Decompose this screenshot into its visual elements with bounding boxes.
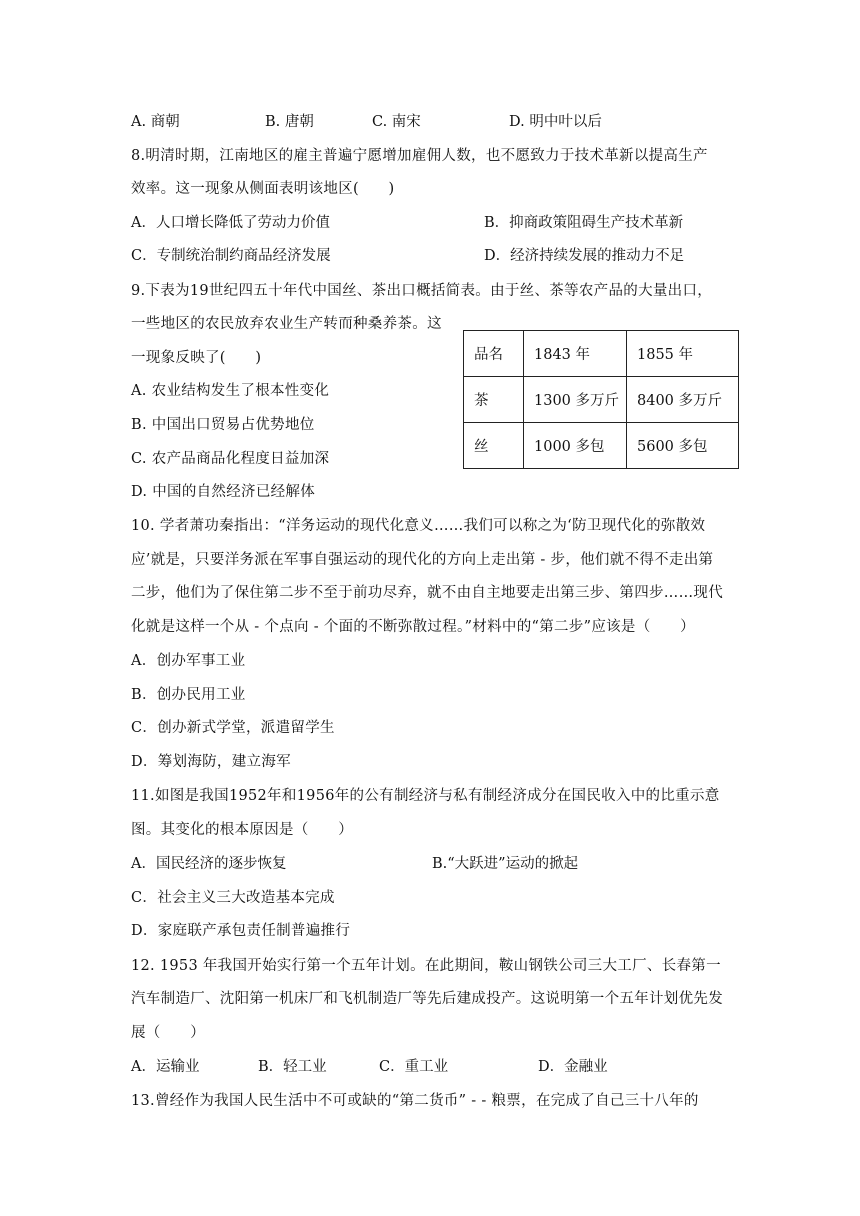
q12-option-a: A．运输业 — [131, 1059, 200, 1075]
q9-option-b: B. 中国出口贸易占优势地位 — [131, 417, 315, 433]
q10-stem-line-4: 化就是这样一个从 - 个点向 - 个面的不断弥散过程。”材料中的“第二步”应该是（ ） — [131, 619, 695, 635]
q9-stem-line-1: 9.下表为19世纪四五十年代中国丝、茶出口概括简表。由于丝、茶等农产品的大量出口， — [131, 283, 713, 299]
q10-option-d: D．筹划海防，建立海军 — [131, 754, 291, 770]
table-cell: 8400 多万斤 — [627, 377, 739, 423]
q10-stem-line-1: 10. 学者萧功秦指出：“洋务运动的现代化意义……我们可以称之为‘防卫现代化的弥散效 — [131, 518, 706, 534]
table-cell: 茶 — [464, 377, 524, 423]
q12-stem-line-2: 汽车制造厂、沈阳第一机床厂和飞机制造厂等先后建成投产。这说明第一个五年计划优先发 — [131, 991, 723, 1007]
q7-option-c: C. 南宋 — [372, 114, 421, 130]
q11-option-c: C．社会主义三大改造基本完成 — [131, 890, 335, 906]
table-cell: 1000 多包 — [524, 423, 627, 469]
q10-option-b: B．创办民用工业 — [131, 687, 246, 703]
q9-option-c: C. 农产品商品化程度日益加深 — [131, 451, 330, 467]
q12-option-d: D．金融业 — [538, 1059, 608, 1075]
q11-stem-line-2: 图。其变化的根本原因是（ ） — [131, 822, 353, 838]
q12-option-c: C．重工业 — [379, 1059, 449, 1075]
q9-stem-line-2: 一些地区的农民放弃农业生产转而种桑养茶。这 — [131, 316, 442, 332]
q9-stem-line-3: 一现象反映了( ) — [131, 350, 262, 366]
q9-option-a: A. 农业结构发生了根本性变化 — [131, 383, 330, 399]
table-cell: 丝 — [464, 423, 524, 469]
q10-option-a: A．创办军事工业 — [131, 653, 246, 669]
q11-option-b: B.“大跃进”运动的掀起 — [432, 856, 579, 872]
table-header-cell: 1855 年 — [627, 331, 739, 377]
q8-option-b: B．抑商政策阻碍生产技术革新 — [484, 215, 684, 231]
table-header-cell: 品名 — [464, 331, 524, 377]
q8-option-a: A．人口增长降低了劳动力价值 — [131, 215, 330, 231]
table-row — [464, 377, 739, 423]
table-row — [464, 423, 739, 469]
q12-stem-line-3: 展（ ） — [131, 1025, 205, 1041]
silk-tea-export-table — [463, 330, 739, 469]
table-header-cell: 1843 年 — [524, 331, 627, 377]
q7-option-d: D. 明中叶以后 — [509, 114, 602, 130]
q10-stem-line-2: 应’就是，只要洋务派在军事自强运动的现代化的方向上走出第 - 步，他们就不得不走出第 — [131, 552, 714, 568]
q10-option-c: C．创办新式学堂，派遣留学生 — [131, 720, 335, 736]
q11-stem-line-1: 11.如图是我国1952年和1956年的公有制经济与私有制经济成分在国民收入中的比重示意 — [131, 788, 720, 804]
q8-option-c: C．专制统治制约商品经济发展 — [131, 248, 331, 264]
q8-stem-line-1: 8.明清时期，江南地区的雇主普遍宁愿增加雇佣人数，也不愿致力于技术革新以提高生产 — [131, 148, 708, 164]
q8-stem-line-2: 效率。这一现象从侧面表明该地区( ) — [131, 181, 395, 197]
table-header-row — [464, 331, 739, 377]
table-cell: 1300 多万斤 — [524, 377, 627, 423]
q9-option-d: D. 中国的自然经济已经解体 — [131, 484, 316, 500]
q11-option-a: A．国民经济的逐步恢复 — [131, 856, 287, 872]
q10-stem-line-3: 二步，他们为了保住第二步不至于前功尽弃，就不由自主地要走出第三步、第四步……现代 — [131, 585, 723, 601]
q12-option-b: B．轻工业 — [258, 1059, 327, 1075]
q13-stem-line-1: 13.曾经作为我国人民生活中不可或缺的“第二货币” - - 粮票，在完成了自己三十八年的 — [131, 1093, 699, 1109]
q12-stem-line-1: 12. 1953 年我国开始实行第一个五年计划。在此期间，鞍山钢铁公司三大工厂、长春第一 — [131, 958, 721, 974]
q8-option-d: D．经济持续发展的推动力不足 — [484, 248, 685, 264]
table-cell: 5600 多包 — [627, 423, 739, 469]
q11-option-d: D．家庭联产承包责任制普遍推行 — [131, 923, 351, 939]
q7-option-b: B. 唐朝 — [265, 114, 314, 130]
q7-option-a: A. 商朝 — [131, 114, 180, 130]
